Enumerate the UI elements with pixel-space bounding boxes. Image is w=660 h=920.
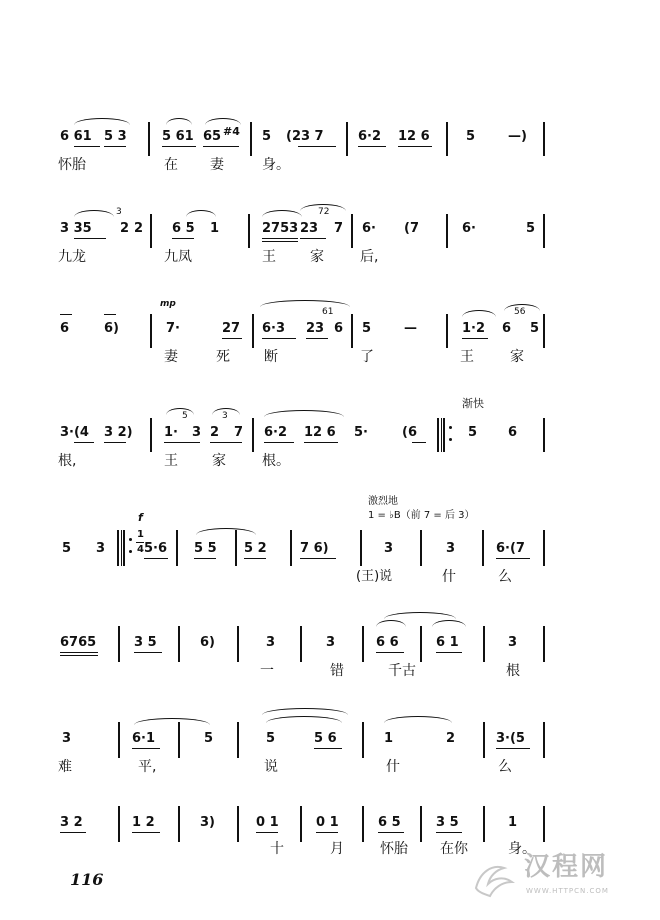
note: 6·2	[264, 425, 288, 440]
lyric: 王	[262, 249, 276, 265]
note: 0 1	[256, 815, 279, 830]
note: 5	[362, 321, 372, 336]
lyric: 家	[212, 453, 226, 469]
watermark	[470, 848, 648, 912]
grace-note: 61	[322, 307, 334, 317]
note: 12 6	[398, 129, 430, 144]
note: 6 6	[376, 635, 399, 650]
note: 6	[334, 321, 344, 336]
note: 6·(7	[496, 541, 525, 556]
lyric: 九龙	[58, 249, 86, 265]
grace-note: 56	[514, 307, 526, 317]
lyric: 家	[310, 249, 324, 265]
note: 12 6	[304, 425, 336, 440]
lyric: 说	[264, 759, 278, 775]
watermark-url: WWW.HTTPCN.COM	[526, 887, 609, 895]
lyric: 一	[260, 663, 274, 679]
note: 5	[62, 541, 72, 556]
lyric: 身。	[508, 841, 536, 857]
note: 3	[192, 425, 202, 440]
note: 5	[266, 731, 276, 746]
note: 23	[306, 321, 325, 336]
note: 6·	[462, 221, 476, 236]
note: 5 5	[194, 541, 217, 556]
note: 6)	[104, 321, 119, 336]
note: 6 61	[60, 129, 92, 144]
note: 7·	[166, 321, 180, 336]
note: 5·	[354, 425, 368, 440]
lyric: 千古	[388, 663, 416, 679]
lyric: 么	[498, 759, 512, 775]
note: 6·	[362, 221, 376, 236]
note: 3 2)	[104, 425, 133, 440]
lyric: 妻	[210, 157, 224, 173]
note: 6 5	[172, 221, 195, 236]
lyric: 根。	[262, 453, 290, 469]
grace-note: 3	[222, 411, 228, 421]
lyric: 平,	[138, 759, 157, 775]
lyric: (王)说	[356, 569, 393, 584]
note: 1	[508, 815, 518, 830]
note: 6	[508, 425, 518, 440]
note: 1·2	[462, 321, 486, 336]
lyric: 难	[58, 759, 72, 775]
note: 5·6	[144, 541, 168, 556]
note: 0 1	[316, 815, 339, 830]
note: 6 5	[378, 815, 401, 830]
grace-note: 3	[116, 207, 122, 217]
note: 3	[508, 635, 518, 650]
lyric: 根,	[58, 453, 77, 469]
lyric: 十	[270, 841, 284, 857]
lyric: 什	[442, 569, 456, 585]
grace-note: 5	[182, 411, 188, 421]
lyric: 怀胎	[58, 157, 86, 173]
note: —	[404, 321, 417, 336]
lyric: 怀胎	[380, 841, 408, 857]
lyric: 断	[264, 349, 278, 365]
note: 1	[210, 221, 220, 236]
note: 6	[60, 321, 70, 336]
tempo-mark: 渐快	[462, 397, 484, 410]
note: (23 7	[286, 129, 324, 144]
note: —)	[508, 129, 527, 144]
note: 23	[300, 221, 319, 236]
note: 3	[446, 541, 456, 556]
lyric: 死	[216, 349, 230, 365]
note: 6·1	[132, 731, 156, 746]
note: 6·2	[358, 129, 382, 144]
note: 27	[222, 321, 241, 336]
note: 3	[62, 731, 72, 746]
grace-note: 72	[318, 207, 330, 217]
time-sig-bottom: 4	[137, 544, 144, 555]
lyric: 月	[330, 841, 344, 857]
note: 3	[384, 541, 394, 556]
note: 5 6	[314, 731, 337, 746]
note: 3 5	[436, 815, 459, 830]
note: 2	[134, 221, 144, 236]
lyric: 后,	[360, 249, 379, 265]
note: 5	[204, 731, 214, 746]
note: 5 61	[162, 129, 194, 144]
note: 5	[466, 129, 476, 144]
note: (6	[402, 425, 417, 440]
note: 3	[96, 541, 106, 556]
note: 7	[234, 425, 244, 440]
key-signature: 1 = ♭B（前 7 = 后 3）	[368, 510, 475, 521]
note: 7	[334, 221, 344, 236]
page-number: 116	[70, 870, 104, 889]
lyric: 在	[164, 157, 178, 173]
note: 6)	[200, 635, 215, 650]
expression-mark: 激烈地	[368, 496, 398, 507]
note: 6·3	[262, 321, 286, 336]
note: 5 2	[244, 541, 267, 556]
note: 2	[120, 221, 130, 236]
note: 1	[384, 731, 394, 746]
lyric: 王	[460, 349, 474, 365]
lyric: 错	[330, 663, 344, 679]
note: 3)	[200, 815, 215, 830]
note: 2753	[262, 221, 299, 236]
note: 3 35	[60, 221, 92, 236]
note: 6 1	[436, 635, 459, 650]
note: 2	[446, 731, 456, 746]
dynamic-mark: mp	[160, 299, 176, 309]
note: 1·	[164, 425, 178, 440]
lyric: 根	[506, 663, 520, 679]
note: 5	[468, 425, 478, 440]
note: 3	[326, 635, 336, 650]
note: 3	[266, 635, 276, 650]
note: 3·(5	[496, 731, 525, 746]
note: 6	[502, 321, 512, 336]
note: 3 5	[134, 635, 157, 650]
lyric: 九凤	[164, 249, 192, 265]
lyric: 家	[510, 349, 524, 365]
note: 2	[210, 425, 220, 440]
note: (7	[404, 221, 419, 236]
dynamic-mark: f	[138, 511, 143, 524]
note: #4	[223, 125, 240, 138]
lyric: 么	[498, 569, 512, 585]
lyric: 王	[164, 453, 178, 469]
note: 3 2	[60, 815, 83, 830]
note: 3·(4	[60, 425, 89, 440]
lyric: 了	[360, 349, 374, 365]
lyric: 身。	[262, 157, 290, 173]
lyric: 妻	[164, 349, 178, 365]
watermark-brand: 汉程网	[524, 852, 609, 882]
note: 7 6)	[300, 541, 329, 556]
note: 6765	[60, 635, 97, 650]
lyric: 什	[386, 759, 400, 775]
note: 1 2	[132, 815, 155, 830]
time-sig-top: 1	[137, 529, 144, 540]
note: 5 3	[104, 129, 127, 144]
watermark-logo-icon	[470, 854, 518, 902]
lyric: 在你	[440, 841, 468, 857]
note: 5	[530, 321, 540, 336]
note: 65	[203, 129, 222, 144]
note: 5	[262, 129, 272, 144]
note: 5	[526, 221, 536, 236]
